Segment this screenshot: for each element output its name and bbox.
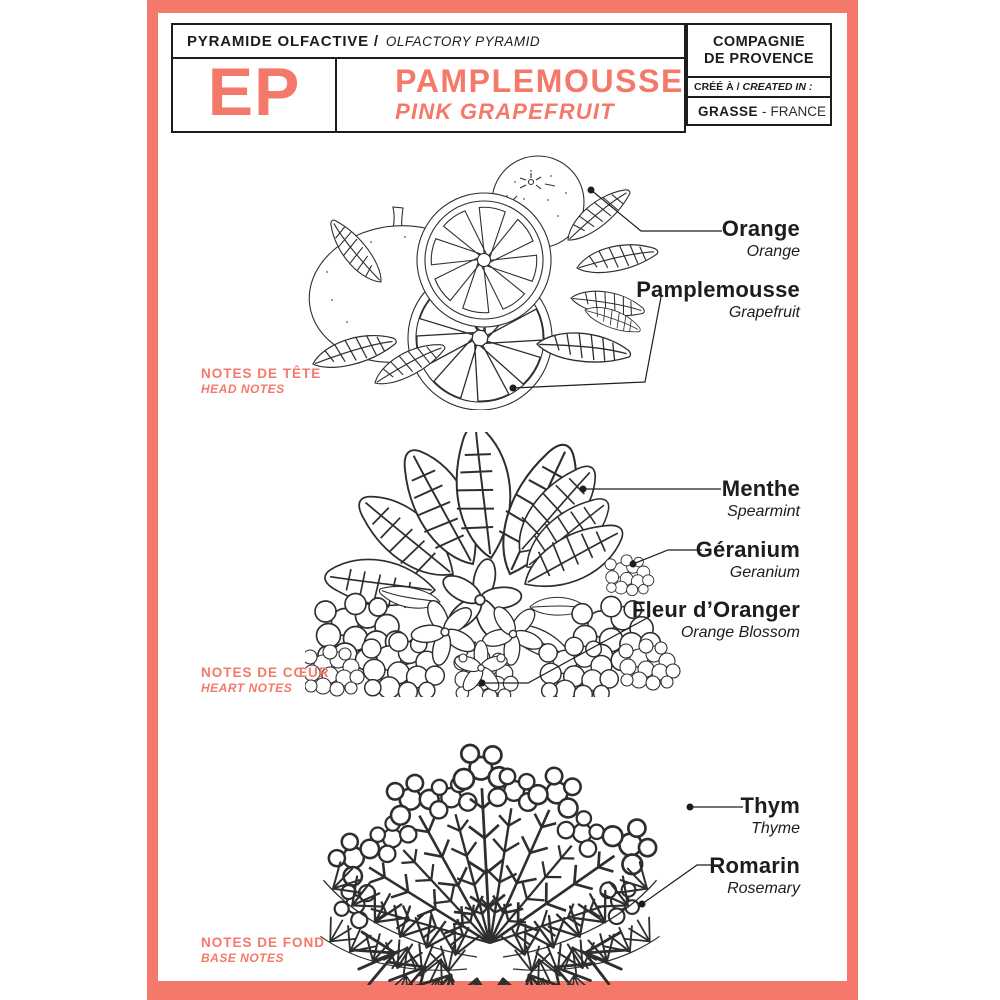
product-title-cell <box>337 59 684 131</box>
stage-label-en: HEART NOTES <box>201 681 293 695</box>
note-name-en: Orange Blossom <box>680 624 800 642</box>
header-main-row <box>173 54 684 131</box>
origin-row <box>688 96 830 124</box>
created-in-fr: CRÉÉ À / <box>694 81 740 93</box>
brand-name-line1: COMPAGNIE <box>713 33 805 50</box>
pyramid-title-en: OLFACTORY PYRAMID <box>385 33 541 49</box>
stage-label-head-notes <box>201 366 321 396</box>
note-name-fr: Géranium <box>695 537 800 562</box>
note-label-thym <box>741 794 800 838</box>
head-notes-illustration <box>285 140 685 410</box>
brand-name <box>688 25 830 76</box>
note-name-en: Geranium <box>729 564 800 582</box>
stage-label-en: HEAD NOTES <box>201 382 285 396</box>
note-name-fr: Pamplemousse <box>636 277 800 302</box>
origin-country: FRANCE <box>770 103 827 119</box>
stage-label-fr: NOTES DE TÊTE <box>201 366 322 381</box>
logo-cell <box>173 54 337 131</box>
note-label-menthe <box>722 477 800 521</box>
note-name-fr: Thym <box>740 793 800 818</box>
note-name-fr: Menthe <box>721 476 800 501</box>
note-name-en: Thyme <box>751 820 800 838</box>
created-in-en: CREATED IN : <box>742 81 813 93</box>
origin-separator: - <box>762 103 767 119</box>
stage-label-en: BASE NOTES <box>201 951 285 965</box>
created-in-row <box>688 76 830 96</box>
note-name-en: Spearmint <box>727 503 800 521</box>
stage-label-fr: NOTES DE FOND <box>201 935 326 950</box>
product-name-fr: PAMPLEMOUSSE <box>395 63 684 100</box>
thyme-sprigs <box>322 743 665 965</box>
brand-name-line2: DE PROVENCE <box>704 50 814 67</box>
note-name-fr: Orange <box>721 216 800 241</box>
product-name-en: PINK GRAPEFRUIT <box>395 98 615 124</box>
base-notes-illustration <box>265 725 715 985</box>
note-label-romarin <box>709 854 800 898</box>
note-name-fr: Fleur d’Oranger <box>631 597 800 622</box>
stage-label-base-notes <box>201 935 325 965</box>
note-label-fleur-oranger <box>632 598 800 642</box>
stage-label-fr: NOTES DE CŒUR <box>201 665 330 680</box>
note-name-fr: Romarin <box>709 853 800 878</box>
note-name-en: Orange <box>746 243 800 261</box>
note-label-geranium <box>696 538 800 582</box>
note-label-pamplemousse <box>636 278 800 322</box>
pyramid-title-fr: PYRAMIDE OLFACTIVE / <box>187 32 379 50</box>
origin-city: GRASSE <box>698 103 759 119</box>
heart-notes-illustration <box>305 432 695 697</box>
note-name-en: Grapefruit <box>728 304 800 322</box>
brand-logo: EP <box>207 54 301 131</box>
brand-box <box>686 23 832 126</box>
stage-label-heart-notes <box>201 665 330 695</box>
note-label-orange <box>722 217 800 261</box>
note-name-en: Rosemary <box>727 880 800 898</box>
header-box <box>171 23 686 133</box>
